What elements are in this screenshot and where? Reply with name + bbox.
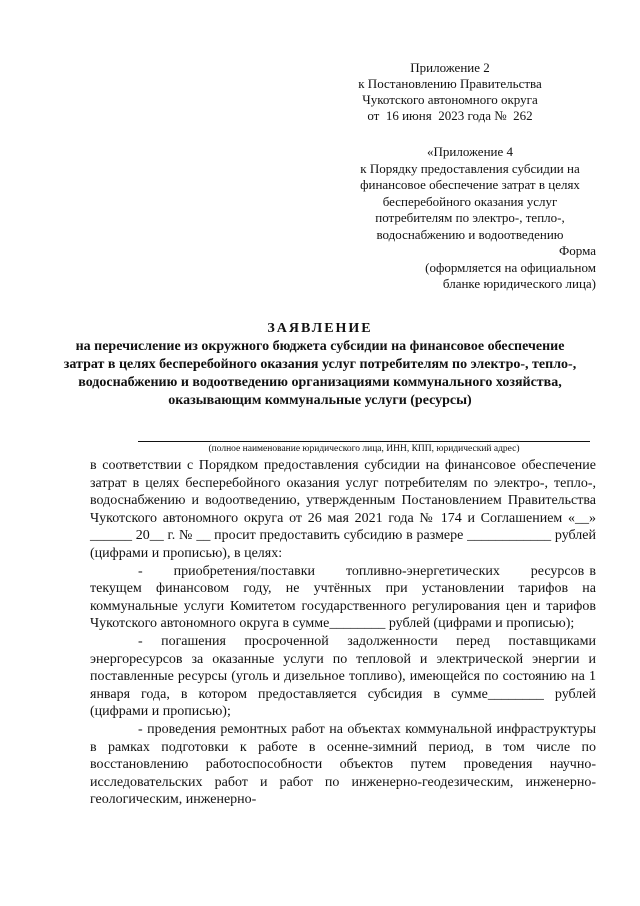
form-note-line: Форма [559, 243, 596, 258]
document-body [90, 457, 600, 809]
appendix-4-line: к Порядку предоставления субсидии на [360, 160, 580, 176]
appendix-2-line: Чукотского автономного округа [362, 92, 538, 107]
body-item-repair-works: - проведения ремонтных работ на объектах коммунальной инфраструктуры в рамках подготовки к работе в осенне-зимний период, в том числе по восстановлению работоспособности объектов путем проведения научно-исследовательских работ и работ по инженерно-геодезическим, инженерно-геологическим, инженерно- [90, 721, 596, 808]
document-title: ЗАЯВЛЕНИЕ [267, 321, 373, 336]
form-note-line: (оформляется на официальном [425, 259, 596, 275]
appendix-4-block [350, 144, 590, 243]
body-item-debt-repayment: - погашения просроченной задолженности перед поставщиками энергоресурсов за оказанные услуги по тепловой и электрической энергии и поставленные ресурсы (уголь и дизельное топливо), имеющейся по состоянию на 1 января года, в котором предоставляется субсидия в сумме________ рублей (цифрами и прописью); [90, 633, 596, 720]
form-note-block [370, 243, 596, 293]
appendix-4-line: потребителям по электро-, тепло-, [375, 210, 565, 225]
appendix-2-block [330, 60, 570, 124]
applicant-name-blank-line [138, 441, 590, 442]
appendix-2-line: Приложение 2 [410, 60, 490, 75]
appendix-2-line: к Постановлению Правительства [358, 76, 542, 91]
form-note-line: бланке юридического лица) [442, 276, 596, 291]
appendix-4-line: водоснабжению и водоотведению [376, 226, 564, 242]
appendix-2-line: от 16 июня 2023 года № 262 [367, 108, 533, 123]
body-item-fuel-purchase: - приобретения/поставки топливно-энергетических ресурсов в текущем финансовом году, не учтённых при установлении тарифов на коммунальные услуги Комитетом государственного регулирования цен и тарифов Чукотского автономного округа в сумме________ рублей (цифрами и прописью); [90, 563, 600, 632]
appendix-4-line: «Приложение 4 [426, 144, 514, 159]
body-intro-paragraph: в соответствии с Порядком предоставления субсидии на финансовое обеспечение затрат в целях бесперебойного оказания услуг потребителям по электро-, тепло-, водоснабжению и водоотведению, утвержденным Постановлением Правительства Чукотского автономного округа от 26 мая 2021 года № 174 и Соглашением «__» ______ 20__ г. № __ просит предоставить субсидию в размере ____________ рублей (цифрами и прописью), в целях: [90, 458, 596, 561]
appendix-4-line: финансовое обеспечение затрат в целях [360, 177, 580, 192]
appendix-4-line: бесперебойного оказания услуг [382, 193, 558, 209]
document-subtitle: на перечисление из окружного бюджета субсидии на финансовое обеспечение затрат в целях бесперебойного оказания услуг потребителям по электро-, тепло-, водоснабжению и водоотведению организациями коммунального хозяйства, оказывающим коммунальные услуги (ресурсы) [63, 339, 577, 408]
applicant-name-caption: (полное наименование юридического лица, ИНН, КПП, юридический адрес) [208, 444, 520, 454]
